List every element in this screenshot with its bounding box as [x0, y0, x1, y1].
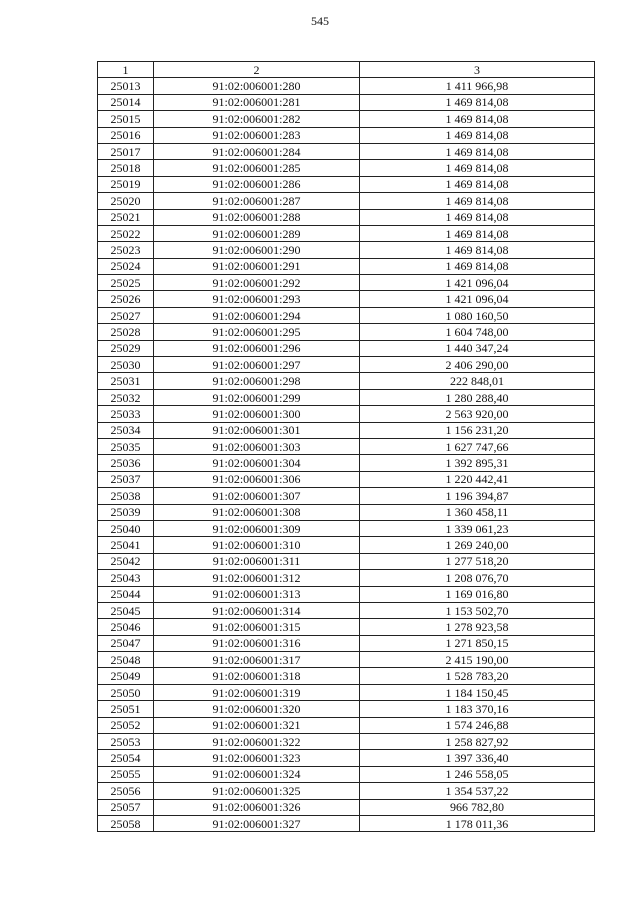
value-cell: 1 421 096,04 — [360, 275, 595, 291]
value-cell: 1 183 370,16 — [360, 701, 595, 717]
column-header: 2 — [154, 62, 360, 78]
table-row — [98, 291, 595, 307]
value-cell: 1 469 814,08 — [360, 94, 595, 110]
cadastral-number-cell: 91:02:006001:290 — [154, 242, 360, 258]
value-cell: 1 627 747,66 — [360, 438, 595, 454]
table-row — [98, 389, 595, 405]
cadastral-number-cell: 91:02:006001:284 — [154, 143, 360, 159]
value-cell: 222 848,01 — [360, 373, 595, 389]
row-number-cell: 25035 — [98, 438, 154, 454]
cadastral-number-cell: 91:02:006001:306 — [154, 471, 360, 487]
table-row — [98, 717, 595, 733]
cadastral-number-cell: 91:02:006001:301 — [154, 422, 360, 438]
cadastral-number-cell: 91:02:006001:318 — [154, 668, 360, 684]
table-row — [98, 258, 595, 274]
cadastral-number-cell: 91:02:006001:314 — [154, 602, 360, 618]
table-row — [98, 275, 595, 291]
row-number-cell: 25017 — [98, 143, 154, 159]
table-header-row — [98, 62, 595, 78]
column-header: 1 — [98, 62, 154, 78]
row-number-cell: 25040 — [98, 520, 154, 536]
cadastral-number-cell: 91:02:006001:323 — [154, 750, 360, 766]
cadastral-number-cell: 91:02:006001:297 — [154, 357, 360, 373]
value-cell: 1 156 231,20 — [360, 422, 595, 438]
table-row — [98, 504, 595, 520]
cadastral-number-cell: 91:02:006001:288 — [154, 209, 360, 225]
row-number-cell: 25038 — [98, 488, 154, 504]
value-cell: 1 469 814,08 — [360, 176, 595, 192]
cadastral-number-cell: 91:02:006001:303 — [154, 438, 360, 454]
table-row — [98, 668, 595, 684]
cadastral-number-cell: 91:02:006001:319 — [154, 684, 360, 700]
value-cell: 1 196 394,87 — [360, 488, 595, 504]
table-row — [98, 340, 595, 356]
value-cell: 1 258 827,92 — [360, 734, 595, 750]
table-row — [98, 553, 595, 569]
table-row — [98, 570, 595, 586]
table-row — [98, 750, 595, 766]
row-number-cell: 25033 — [98, 406, 154, 422]
cadastral-number-cell: 91:02:006001:289 — [154, 225, 360, 241]
table-row — [98, 783, 595, 799]
value-cell: 1 469 814,08 — [360, 225, 595, 241]
value-cell: 1 397 336,40 — [360, 750, 595, 766]
cadastral-number-cell: 91:02:006001:317 — [154, 652, 360, 668]
table-row — [98, 209, 595, 225]
value-cell: 1 080 160,50 — [360, 307, 595, 323]
row-number-cell: 25027 — [98, 307, 154, 323]
row-number-cell: 25019 — [98, 176, 154, 192]
value-cell: 1 469 814,08 — [360, 127, 595, 143]
table-row — [98, 406, 595, 422]
row-number-cell: 25049 — [98, 668, 154, 684]
cadastral-number-cell: 91:02:006001:296 — [154, 340, 360, 356]
row-number-cell: 25039 — [98, 504, 154, 520]
page-number: 545 — [311, 14, 329, 28]
table-row — [98, 619, 595, 635]
cadastral-number-cell: 91:02:006001:307 — [154, 488, 360, 504]
table-row — [98, 357, 595, 373]
cadastral-number-cell: 91:02:006001:324 — [154, 766, 360, 782]
value-cell: 1 469 814,08 — [360, 209, 595, 225]
value-cell: 1 169 016,80 — [360, 586, 595, 602]
value-cell: 2 563 920,00 — [360, 406, 595, 422]
value-cell: 1 469 814,08 — [360, 242, 595, 258]
table-row — [98, 225, 595, 241]
table-row — [98, 586, 595, 602]
row-number-cell: 25058 — [98, 815, 154, 831]
row-number-cell: 25056 — [98, 783, 154, 799]
cadastral-number-cell: 91:02:006001:325 — [154, 783, 360, 799]
row-number-cell: 25042 — [98, 553, 154, 569]
table-row — [98, 520, 595, 536]
row-number-cell: 25022 — [98, 225, 154, 241]
value-cell: 1 339 061,23 — [360, 520, 595, 536]
cadastral-number-cell: 91:02:006001:311 — [154, 553, 360, 569]
cadastral-number-cell: 91:02:006001:310 — [154, 537, 360, 553]
row-number-cell: 25046 — [98, 619, 154, 635]
row-number-cell: 25018 — [98, 160, 154, 176]
value-cell: 1 354 537,22 — [360, 783, 595, 799]
row-number-cell: 25057 — [98, 799, 154, 815]
table-row — [98, 176, 595, 192]
data-table — [97, 61, 595, 832]
value-cell: 1 604 748,00 — [360, 324, 595, 340]
table-row — [98, 602, 595, 618]
cadastral-number-cell: 91:02:006001:287 — [154, 193, 360, 209]
table-row — [98, 652, 595, 668]
table-row — [98, 471, 595, 487]
row-number-cell: 25043 — [98, 570, 154, 586]
value-cell: 1 574 246,88 — [360, 717, 595, 733]
row-number-cell: 25032 — [98, 389, 154, 405]
cadastral-number-cell: 91:02:006001:300 — [154, 406, 360, 422]
table-row — [98, 734, 595, 750]
value-cell: 1 411 966,98 — [360, 78, 595, 94]
table-row — [98, 537, 595, 553]
value-cell: 1 178 011,36 — [360, 815, 595, 831]
cadastral-number-cell: 91:02:006001:320 — [154, 701, 360, 717]
table-row — [98, 94, 595, 110]
value-cell: 1 246 558,05 — [360, 766, 595, 782]
value-cell: 2 406 290,00 — [360, 357, 595, 373]
row-number-cell: 25047 — [98, 635, 154, 651]
value-cell: 1 421 096,04 — [360, 291, 595, 307]
row-number-cell: 25036 — [98, 455, 154, 471]
value-cell: 1 153 502,70 — [360, 602, 595, 618]
value-cell: 1 469 814,08 — [360, 143, 595, 159]
row-number-cell: 25013 — [98, 78, 154, 94]
table-row — [98, 815, 595, 831]
cadastral-number-cell: 91:02:006001:309 — [154, 520, 360, 536]
table-row — [98, 488, 595, 504]
cadastral-number-cell: 91:02:006001:326 — [154, 799, 360, 815]
row-number-cell: 25052 — [98, 717, 154, 733]
cadastral-number-cell: 91:02:006001:315 — [154, 619, 360, 635]
table-row — [98, 799, 595, 815]
value-cell: 1 280 288,40 — [360, 389, 595, 405]
cadastral-number-cell: 91:02:006001:321 — [154, 717, 360, 733]
table-row — [98, 242, 595, 258]
table-row — [98, 111, 595, 127]
cadastral-number-cell: 91:02:006001:299 — [154, 389, 360, 405]
cadastral-number-cell: 91:02:006001:291 — [154, 258, 360, 274]
table-row — [98, 422, 595, 438]
cadastral-number-cell: 91:02:006001:322 — [154, 734, 360, 750]
value-cell: 1 184 150,45 — [360, 684, 595, 700]
cadastral-number-cell: 91:02:006001:282 — [154, 111, 360, 127]
row-number-cell: 25053 — [98, 734, 154, 750]
row-number-cell: 25014 — [98, 94, 154, 110]
row-number-cell: 25020 — [98, 193, 154, 209]
row-number-cell: 25048 — [98, 652, 154, 668]
row-number-cell: 25037 — [98, 471, 154, 487]
row-number-cell: 25045 — [98, 602, 154, 618]
row-number-cell: 25029 — [98, 340, 154, 356]
cadastral-number-cell: 91:02:006001:298 — [154, 373, 360, 389]
row-number-cell: 25024 — [98, 258, 154, 274]
value-cell: 2 415 190,00 — [360, 652, 595, 668]
value-cell: 1 528 783,20 — [360, 668, 595, 684]
table-row — [98, 455, 595, 471]
cadastral-number-cell: 91:02:006001:293 — [154, 291, 360, 307]
row-number-cell: 25030 — [98, 357, 154, 373]
cadastral-number-cell: 91:02:006001:313 — [154, 586, 360, 602]
cadastral-number-cell: 91:02:006001:283 — [154, 127, 360, 143]
row-number-cell: 25044 — [98, 586, 154, 602]
table-row — [98, 143, 595, 159]
table-body — [98, 78, 595, 832]
cadastral-number-cell: 91:02:006001:281 — [154, 94, 360, 110]
value-cell: 1 469 814,08 — [360, 193, 595, 209]
cadastral-number-cell: 91:02:006001:294 — [154, 307, 360, 323]
table-row — [98, 701, 595, 717]
cadastral-number-cell: 91:02:006001:286 — [154, 176, 360, 192]
cadastral-number-cell: 91:02:006001:304 — [154, 455, 360, 471]
row-number-cell: 25041 — [98, 537, 154, 553]
table-row — [98, 307, 595, 323]
value-cell: 1 208 076,70 — [360, 570, 595, 586]
row-number-cell: 25026 — [98, 291, 154, 307]
row-number-cell: 25034 — [98, 422, 154, 438]
value-cell: 1 392 895,31 — [360, 455, 595, 471]
value-cell: 1 360 458,11 — [360, 504, 595, 520]
table-row — [98, 324, 595, 340]
cadastral-number-cell: 91:02:006001:285 — [154, 160, 360, 176]
cadastral-number-cell: 91:02:006001:312 — [154, 570, 360, 586]
value-cell: 1 269 240,00 — [360, 537, 595, 553]
row-number-cell: 25050 — [98, 684, 154, 700]
column-header: 3 — [360, 62, 595, 78]
cadastral-number-cell: 91:02:006001:316 — [154, 635, 360, 651]
value-cell: 1 277 518,20 — [360, 553, 595, 569]
cadastral-number-cell: 91:02:006001:327 — [154, 815, 360, 831]
row-number-cell: 25054 — [98, 750, 154, 766]
value-cell: 1 220 442,41 — [360, 471, 595, 487]
row-number-cell: 25015 — [98, 111, 154, 127]
row-number-cell: 25023 — [98, 242, 154, 258]
row-number-cell: 25021 — [98, 209, 154, 225]
row-number-cell: 25055 — [98, 766, 154, 782]
table-row — [98, 635, 595, 651]
table-row — [98, 160, 595, 176]
value-cell: 1 469 814,08 — [360, 160, 595, 176]
cadastral-number-cell: 91:02:006001:308 — [154, 504, 360, 520]
cadastral-number-cell: 91:02:006001:280 — [154, 78, 360, 94]
table-row — [98, 684, 595, 700]
row-number-cell: 25028 — [98, 324, 154, 340]
table-row — [98, 766, 595, 782]
cadastral-number-cell: 91:02:006001:295 — [154, 324, 360, 340]
table-row — [98, 127, 595, 143]
table-row — [98, 373, 595, 389]
value-cell: 1 278 923,58 — [360, 619, 595, 635]
row-number-cell: 25031 — [98, 373, 154, 389]
value-cell: 966 782,80 — [360, 799, 595, 815]
cadastral-number-cell: 91:02:006001:292 — [154, 275, 360, 291]
row-number-cell: 25051 — [98, 701, 154, 717]
table-row — [98, 78, 595, 94]
value-cell: 1 469 814,08 — [360, 258, 595, 274]
value-cell: 1 440 347,24 — [360, 340, 595, 356]
row-number-cell: 25016 — [98, 127, 154, 143]
value-cell: 1 271 850,15 — [360, 635, 595, 651]
table-row — [98, 438, 595, 454]
row-number-cell: 25025 — [98, 275, 154, 291]
table-row — [98, 193, 595, 209]
value-cell: 1 469 814,08 — [360, 111, 595, 127]
